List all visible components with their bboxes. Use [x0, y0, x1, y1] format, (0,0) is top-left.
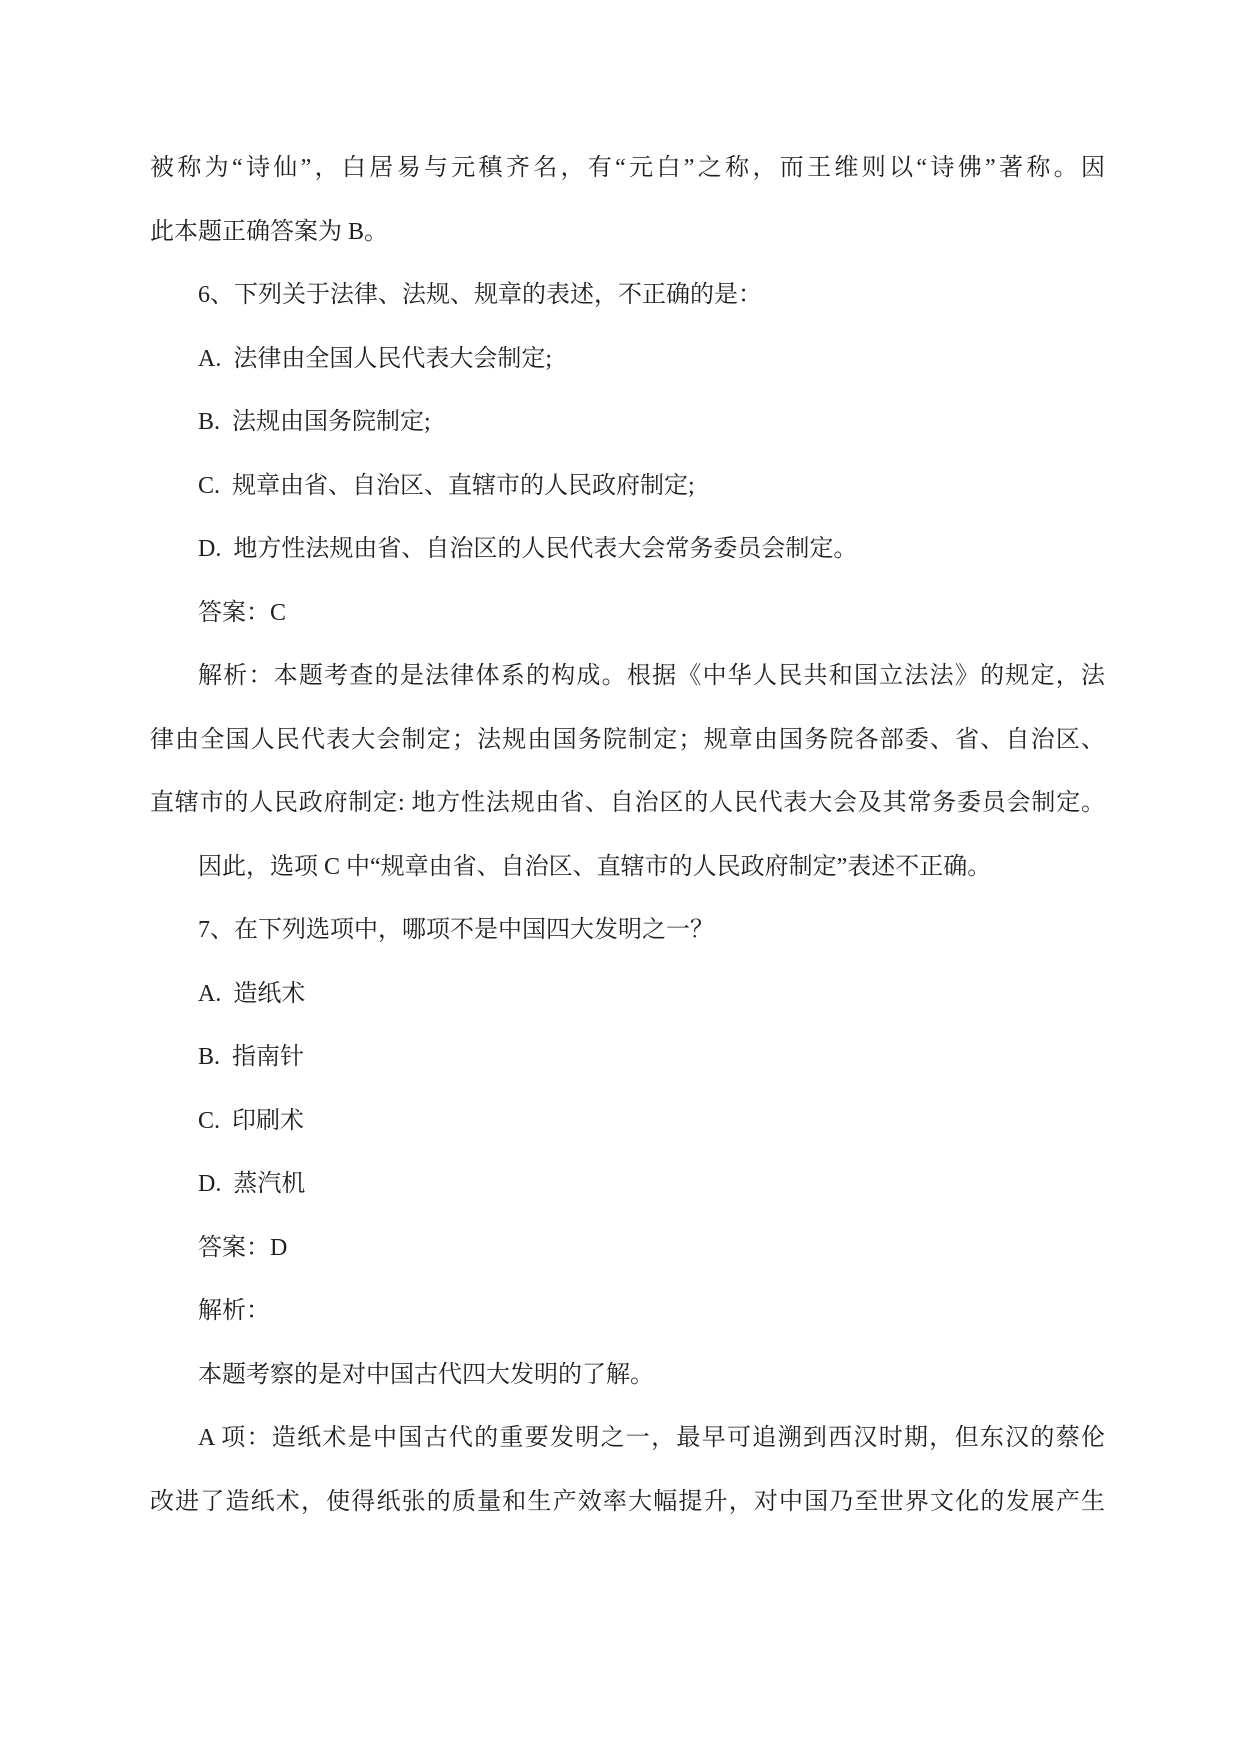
- text-line-q6-answer: 答案：C: [198, 599, 287, 626]
- text-line-q7-option-d: D. 蒸汽机: [198, 1171, 306, 1197]
- text-line-q7-option-c: C. 印刷术: [198, 1107, 305, 1134]
- text-line-q7-option-a: A. 造纸术: [198, 980, 306, 1007]
- text-line-q6-analysis-line-1: 解析：本题考查的是法律体系的构成。根据《中华人民共和国立法法》的规定，法: [198, 663, 1105, 689]
- text-line-q6-analysis-line-2: 律由全国人民代表大会制定；法规由国务院制定；规章由国务院各部委、省、自治区、: [150, 726, 1105, 753]
- text-line-q6-option-c: C. 规章由省、自治区、直辖市的人民政府制定;: [198, 472, 695, 499]
- text-line-q6-stem: 6、下列关于法律、法规、规章的表述，不正确的是：: [198, 282, 762, 308]
- text-line-prev-analysis-cont-2: 此本题正确答案为 B。: [150, 218, 389, 245]
- text-line-q7-answer: 答案：D: [198, 1234, 288, 1261]
- text-line-q7-stem: 7、在下列选项中，哪项不是中国四大发明之一？: [198, 917, 714, 943]
- document-body: [150, 137, 1105, 1534]
- text-line-q6-analysis-line-4: 因此，选项 C 中“规章由省、自治区、直辖市的人民政府制定”表述不正确。: [198, 853, 992, 880]
- text-line-q6-analysis-line-3: 直辖市的人民政府制定: 地方性法规由省、自治区的人民代表大会及其常务委员会制定。: [150, 790, 1105, 816]
- text-line-q7-analysis-label: 解析：: [198, 1298, 270, 1324]
- text-line-q7-analysis-line-2: A 项：造纸术是中国古代的重要发明之一，最早可追溯到西汉时期，但东汉的蔡伦: [198, 1425, 1105, 1451]
- text-line-q6-option-a: A. 法律由全国人民代表大会制定;: [198, 345, 552, 372]
- text-line-q7-option-b: B. 指南针: [198, 1044, 305, 1070]
- text-line-q6-option-d: D. 地方性法规由省、自治区的人民代表大会常务委员会制定。: [198, 536, 858, 562]
- text-line-q7-analysis-line-1: 本题考察的是对中国古代四大发明的了解。: [198, 1361, 654, 1388]
- text-line-q6-option-b: B. 法规由国务院制定;: [198, 409, 431, 435]
- text-line-prev-analysis-cont-1: 被称为“诗仙”，白居易与元稹齐名，有“元白”之称，而王维则以“诗佛”著称。因: [150, 155, 1105, 181]
- text-line-q7-analysis-line-3: 改进了造纸术，使得纸张的质量和生产效率大幅提升，对中国乃至世界文化的发展产生: [150, 1488, 1105, 1515]
